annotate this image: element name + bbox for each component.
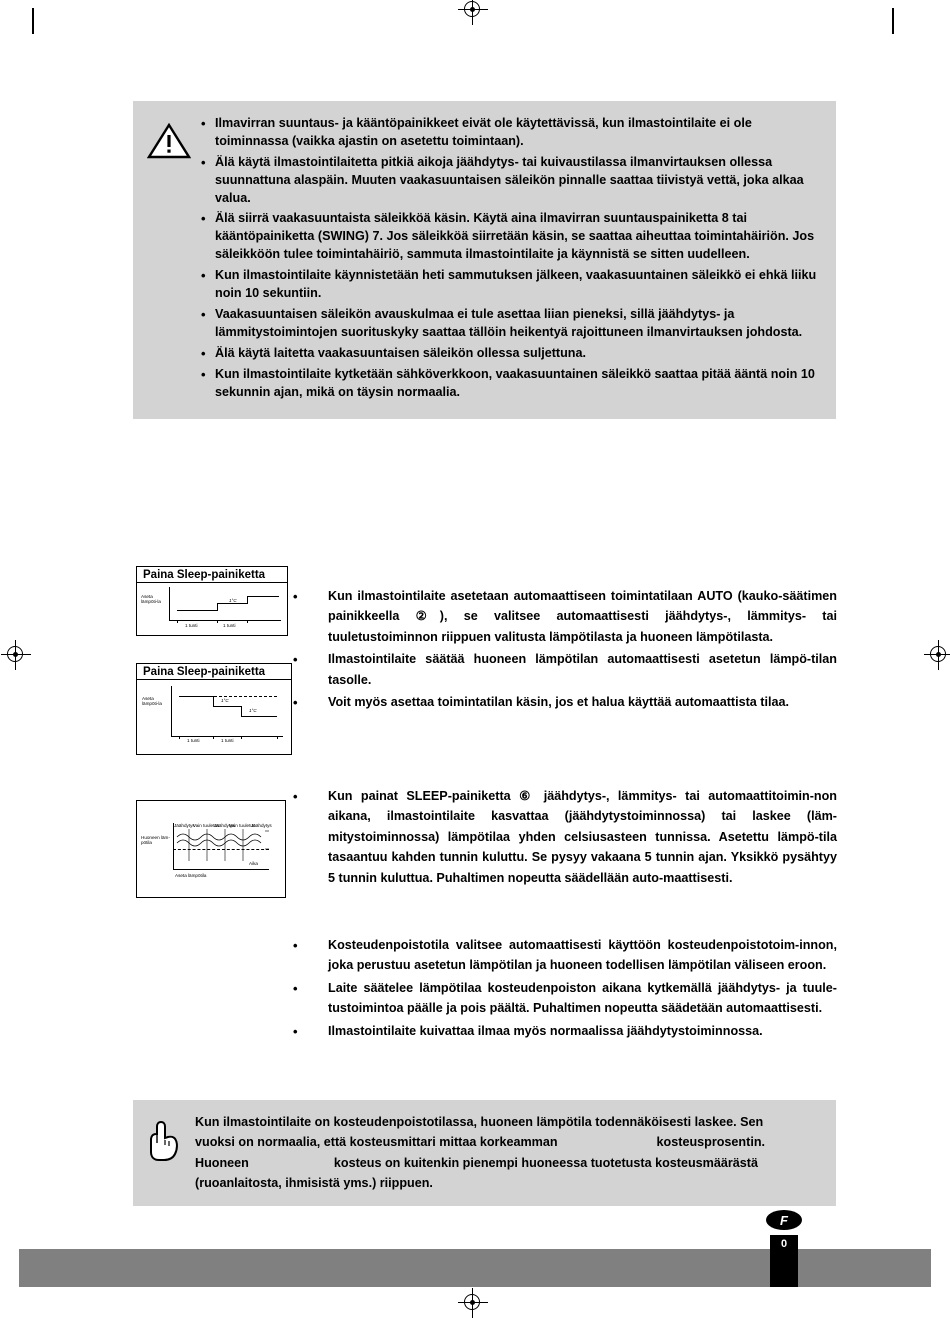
- figure-x-label: 1 tunti: [187, 738, 200, 743]
- bullet-icon: •: [293, 652, 298, 668]
- list-item: [293, 978, 837, 1019]
- figure-top-label: Jäähdytys: [251, 823, 272, 828]
- auto-mode-list: [293, 586, 837, 715]
- crop-mark-top-right: [892, 8, 894, 34]
- note-line-part: vuoksi on normaalia, että kosteusmittari mittaa korkeamman: [195, 1135, 558, 1150]
- figure-body: [137, 679, 291, 770]
- note-line: [195, 1153, 820, 1173]
- bullet-icon: •: [201, 268, 206, 283]
- list-item-text: Kosteudenpoistotila valitsee automaattisesti käyttöön kosteudenpoistotoim-innon, joka perustuu asetetun lämpötilan ja huoneen todellisen lämpötilan väliseen eroon.: [328, 938, 837, 973]
- warning-item-text: Älä käytä laitetta vaakasuuntaisen säleikön ollessa suljettuna.: [215, 345, 586, 360]
- note-line-part: Huoneen: [195, 1155, 249, 1170]
- bullet-icon: •: [201, 366, 206, 382]
- warning-triangle-icon: [147, 115, 191, 405]
- note-line: (ruoanlaitosta, ihmisistä yms.) riippuen.: [195, 1176, 433, 1191]
- figure-top-label: Vain tuuletus: [193, 823, 220, 828]
- figure-top-label: Vain tuuletus: [229, 823, 256, 828]
- list-item-text: Ilmastointilaite säätää huoneen lämpötilan automaattisesti asetetun lämpö-tilan tasolle.: [328, 652, 837, 687]
- figure-sleep-heating: [136, 663, 292, 755]
- figure-caption: Paina Sleep-painiketta: [143, 666, 266, 678]
- warning-item-text: Vaakasuuntaisen säleikön avauskulmaa ei tule asettaa liian pieneksi, sillä jäähdytys- ja lämmitystoimintojen suorituskyky saattaa tällöin heikentyä rajoittuneen ilmanvirtauksen johdosta.: [215, 306, 803, 339]
- bullet-icon: •: [201, 345, 206, 361]
- figure-top-label: Jäähdytys: [174, 823, 195, 828]
- note-text: [195, 1112, 820, 1194]
- note-line: Kun ilmastointilaite on kosteudenpoistotilassa, huoneen lämpötila todennäköisesti laskee. Sen: [195, 1115, 764, 1129]
- figure-series-label: 1°C: [229, 598, 237, 603]
- figure-graph: [137, 680, 291, 770]
- pointing-hand-icon: [145, 1112, 187, 1194]
- warning-item-text: Älä siirrä vaakasuuntaista säleikköä käsin. Käytä aina ilmavirran suuntauspainiketta 8 tai kääntöpainiketta (SWING) 7. Jos säleikköä siirretään käsin, se saattaa aiheuttaa toimintahäiriön. Jos säleikköön tulee toimintahäiriö, sammuta ilmastointilaite ja käynnistä se sitten uudelleen.: [215, 211, 815, 262]
- list-item: [293, 692, 837, 713]
- warning-item: [201, 366, 820, 402]
- registration-mark-left: [6, 645, 26, 665]
- list-item-text: Voit myös asettaa toimintatilan käsin, jos et halua käyttää automaattista tilaa.: [328, 694, 789, 709]
- bullet-icon: •: [201, 116, 206, 131]
- figure-x-label: 1 tunti: [221, 738, 234, 743]
- figure-series-label: 1°C: [221, 698, 229, 703]
- warning-item: [201, 345, 820, 363]
- figure-x-axis-label: Aika: [249, 861, 258, 866]
- figure-body: [137, 582, 287, 651]
- language-badge: F: [766, 1210, 802, 1230]
- figure-bottom-label: Aseta lämpötila: [175, 873, 207, 878]
- warning-item-text: Ilmavirran suuntaus- ja kääntöpainikkeet eivät ole käytettävissä, kun ilmastointilaite ei ole toiminnassa (vaikka ajastin on asetettu toimintaan).: [215, 116, 752, 148]
- figure-dry-mode: [136, 800, 286, 898]
- list-item: [293, 786, 837, 888]
- crop-mark-top-left: [32, 8, 34, 34]
- bullet-icon: •: [293, 980, 298, 996]
- figure-y-label: Huoneen läm-pötila: [141, 835, 170, 846]
- note-line-part: kosteusprosentin.: [656, 1135, 766, 1150]
- warning-item-list: [201, 115, 820, 405]
- figure-x-label: 1 tunti: [185, 623, 198, 628]
- list-item-text: Kun painat SLEEP-painiketta ⑥ jäähdytys-, lämmitys- tai automaattitoimin-non aikana, ilmastointilaite kasvattaa (jäähdytystoiminnossa) tai laskee (läm-mitystoiminnossa) lämpötilaa yhden celsiusasteen tunnissa. Asetettu lämpö-tila tasaantuu kahden tunnin kuluttu. Se pysyy vakaana 5 tunnin ajan. Yksikkö pysähtyy 5 tunnin kuluttua. Puhaltimen nopeutta säädellään auto-maattisesti.: [328, 789, 837, 885]
- list-item: [293, 649, 837, 690]
- list-item: [293, 586, 837, 647]
- bullet-icon: •: [201, 154, 206, 170]
- figure-top-label: Jäähdytys: [214, 823, 235, 828]
- warning-item: [201, 267, 820, 303]
- bullet-icon: •: [201, 306, 206, 322]
- note-line: [195, 1132, 820, 1152]
- bullet-icon: •: [293, 789, 298, 804]
- bullet-icon: •: [293, 1023, 298, 1039]
- page-number: 0: [770, 1235, 798, 1287]
- warning-item-text: Älä käytä ilmastointilaitetta pitkiä aikoja jäähdytys- tai kuivaustilassa ilmanvirtauksen ollessa suunnattuna alaspäin. Muuten vaakasuuntaisen säleikön pinnalle saattaa tiivistyä vettä, joka alkaa valua.: [215, 154, 804, 205]
- bullet-icon: •: [293, 938, 298, 953]
- figure-series-label: 1°C: [249, 708, 257, 713]
- list-item-text: Ilmastointilaite kuivattaa ilmaa myös normaalissa jäähdytystoiminnossa.: [328, 1023, 763, 1038]
- warning-item: [201, 306, 820, 342]
- figure-graph: [137, 801, 285, 897]
- sleep-mode-list: [293, 786, 837, 890]
- warning-item: [201, 115, 820, 151]
- figure-x-label: 1 tunti: [223, 623, 236, 628]
- bullet-icon: •: [293, 589, 298, 604]
- registration-mark-bottom: [463, 1293, 483, 1313]
- dry-mode-list: [293, 935, 837, 1044]
- note-line-part: kosteus on kuitenkin pienempi huoneessa tuotetusta kosteusmäärästä: [333, 1155, 758, 1170]
- list-item-text: Kun ilmastointilaite asetetaan automaattiseen toimintatilaan AUTO (kauko-säätimen painikkeella ②), se valitsee automaattisesti jäähdytys-, lämmitys- tai tuuletustoiminnon riippuen valitusta lämpötilasta ja huoneen lämpötilasta.: [328, 589, 837, 644]
- list-item: [293, 1021, 837, 1042]
- note-panel: [133, 1100, 836, 1206]
- list-item: [293, 935, 837, 976]
- warning-panel: [133, 101, 836, 419]
- warning-item: [201, 210, 820, 264]
- warning-item-text: Kun ilmastointilaite käynnistetään heti sammutuksen jälkeen, vaakasuuntainen säleikkö ei ehkä liiku noin 10 sekuntiin.: [215, 268, 817, 300]
- bullet-icon: •: [201, 211, 206, 227]
- figure-sleep-cooling: [136, 566, 288, 636]
- figure-graph: [137, 583, 287, 651]
- registration-mark-top: [463, 0, 483, 20]
- figure-y-label: Aseta lämpöti-la: [142, 696, 162, 707]
- registration-mark-right: [929, 645, 949, 665]
- list-item-text: Laite säätelee lämpötilaa kosteudenpoiston aikana kytkemällä jäähdytys- ja tuule-tustoimintoa päälle ja pois päältä. Puhaltimen nopeutta säädetään automaattisesti.: [328, 980, 837, 1016]
- warning-item: [201, 154, 820, 208]
- figure-caption: Paina Sleep-painiketta: [143, 569, 266, 581]
- warning-item-text: Kun ilmastointilaite kytketään sähköverkkoon, vaakasuuntainen säleikkö saattaa pitää ääntä noin 10 sekunnin ajan, mikä on täysin normaalia.: [215, 366, 815, 399]
- figure-y-label: Aseta lämpöti-la: [141, 594, 161, 605]
- bullet-icon: •: [293, 694, 298, 710]
